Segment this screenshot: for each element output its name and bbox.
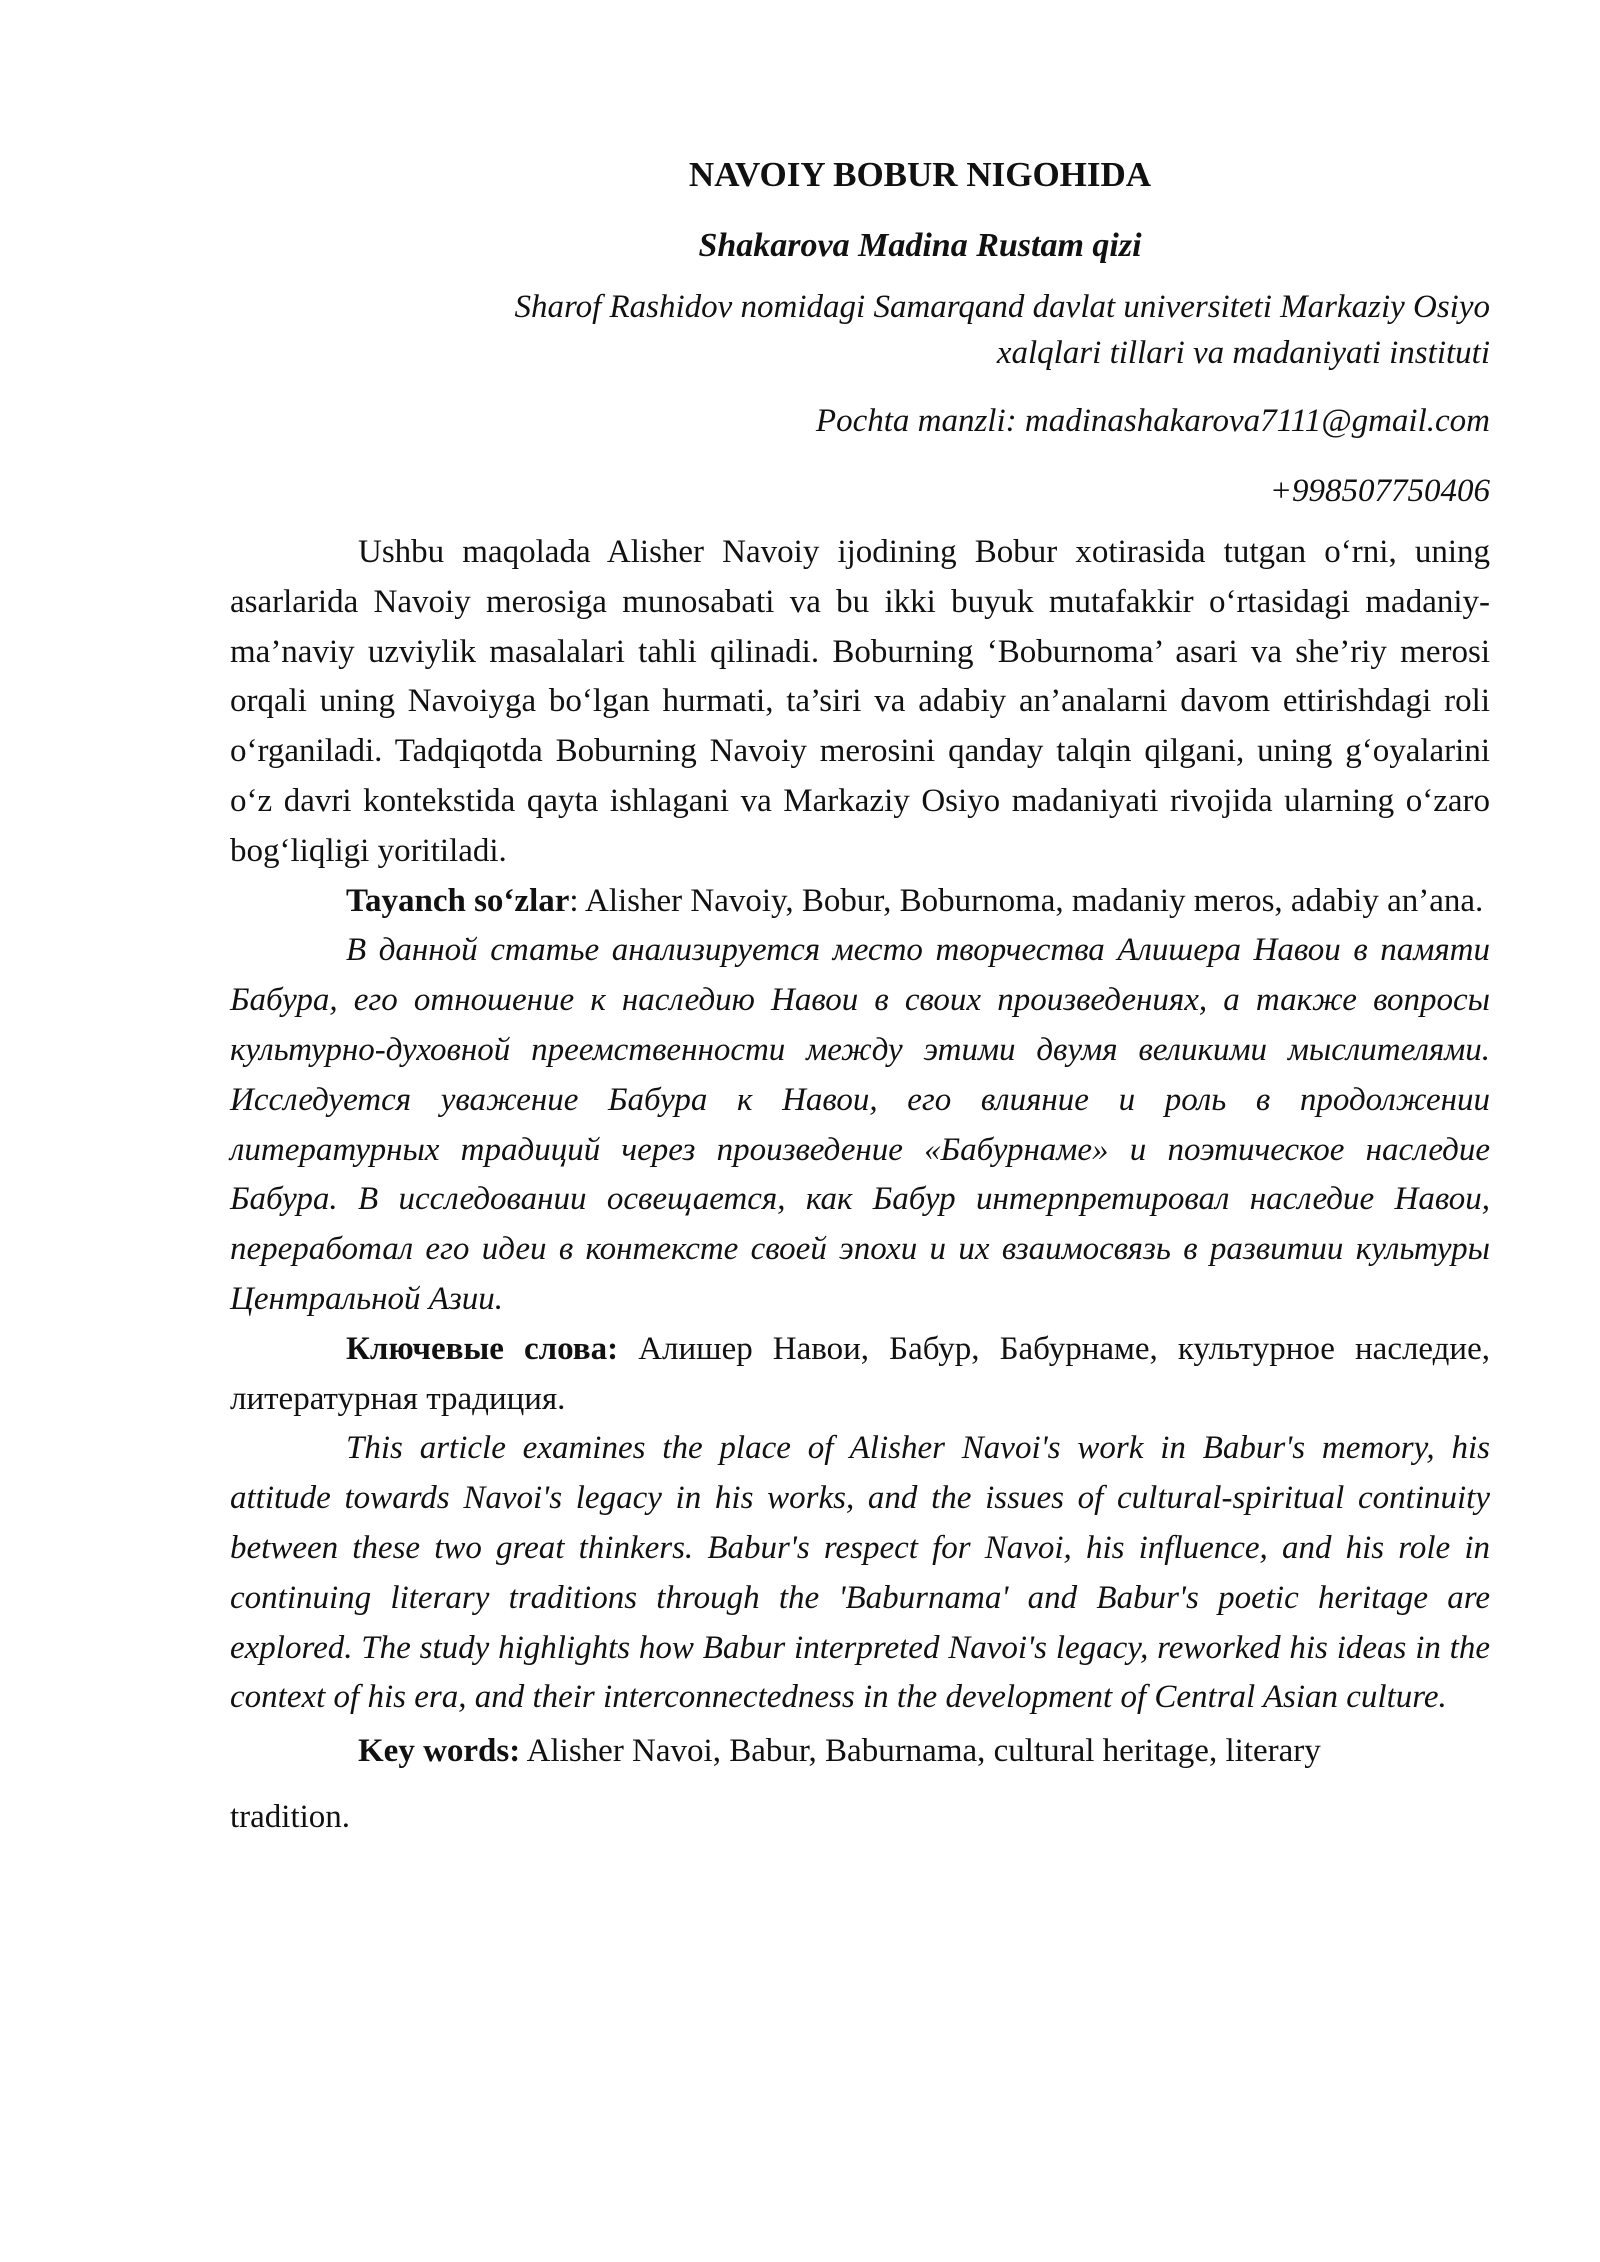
affiliation-line-1: Sharof Rashidov nomidagi Samarqand davlat universiteti Markaziy Osiyo [514,289,1490,325]
phone-line: +998507750406 [1269,473,1490,509]
paper-title: NAVOIY BOBUR NIGOHIDA [688,155,1152,194]
abstract-uzbek: Ushbu maqolada Alisher Navoiy ijodining Bobur xotirasida tutgan o‘rni, uning asarlarida Navoiy merosiga munosabati va bu ikki buyuk mutafakkir o‘rtasidagi madaniy-ma’naviy uzviylik masalalari tahli qilinadi. Boburning ‘Boburnoma’ asari va she’riy merosi orqali uning Navoiyga bo‘lgan hurmati, ta’siri va adabiy an’analarni davom ettirishdagi roli o‘rganiladi. Tadqiqotda Boburning Navoiy merosini qanday talqin qilgani, uning g‘oyalarini o‘z davri kontekstida qayta ishlagani va Markaziy Osiyo madaniyati rivojida ularning o‘zaro bog‘liqligi yoritiladi. [230,534,1490,869]
keywords-english-text: Alisher Navoi, Babur, Baburnama, cultural heritage, literary [520,1733,1321,1770]
keywords-english-continued: tradition. [230,1798,351,1835]
author-name: Shakarova Madina Rustam qizi [698,227,1142,264]
keywords-russian [230,1325,1490,1425]
keywords-russian-label: Ключевые слова: [346,1330,619,1367]
affiliation-line-2: xalqlari tillari va madaniyati instituti [996,335,1490,371]
keywords-uzbek-label: Tayanch so‘zlar [346,882,570,919]
abstract-english: This article examines the place of Alisher Navoi's work in Babur's memory, his attitude towards Navoi's legacy in his works, and the issues of cultural-spiritual continuity between these two great thinkers. Babur's respect for Navoi, his influence, and his role in continuing literary traditions through the 'Baburnama' and Babur's poetic heritage are explored. The study highlights how Babur interpreted Navoi's legacy, reworked his ideas in the context of his era, and their interconnectedness in the development of Central Asian culture. [230,1430,1490,1716]
keywords-english [230,1727,1490,1777]
email-line: Pochta manzli: madinashakarova7111@gmail.com [815,403,1490,439]
keywords-uzbek-text: : Alisher Navoiy, Bobur, Boburnoma, madaniy meros, adabiy an’ana. [569,882,1484,919]
keywords-uzbek [230,877,1490,927]
affiliation [230,284,1490,376]
keywords-english-label: Key words: [358,1733,521,1770]
document-page [230,148,1490,1843]
abstract-russian: В данной статье анализируется место творчества Алишера Навои в памяти Бабура, его отношение к наследию Навои в своих произведениях, а также вопросы культурно-духовной преемственности между этими двумя великими мыслителями. Исследуется уважение Бабура к Навои, его влияние и роль в продолжении литературных традиций через произведение «Бабурнаме» и поэтическое наследие Бабура. В исследовании освещается, как Бабур интерпретировал наследие Навои, переработал его идеи в контексте своей эпохи и их взаимосвязь в развитии культуры Центральной Азии. [230,932,1490,1317]
keywords-russian-text: Алишер Навои, Бабур, Бабурнаме, культурное наследие, литературная традиция. [230,1330,1490,1417]
